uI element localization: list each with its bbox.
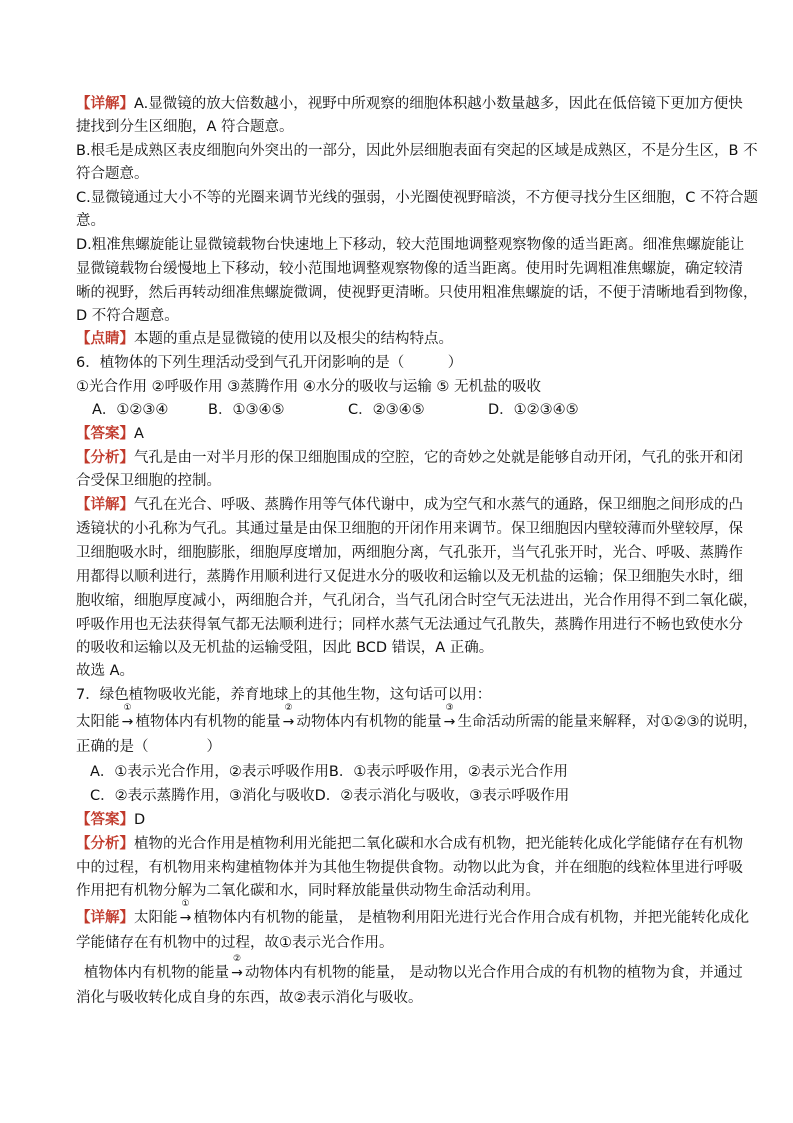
point-tag: 【点睛】 [76, 331, 134, 347]
q6-detail-line-4: 用都得以顺利进行，蒸腾作用顺利进行又促进水分的吸收和运输以及无机盐的运输；保卫细胞失水时，细 [76, 569, 743, 585]
q5-detail-line-5: C.显微镜通过大小不等的光圈来调节光线的强弱，小光圈使视野暗淡，不方便寻找分生区细胞，C 不符合题 [76, 190, 758, 206]
q7-detail-line-1: 【详解】太阳能 ① → 植物体内有机物的能量， 是植物利用阳光进行光合作用合成有机物，并把光能转化成化 [76, 899, 750, 926]
q7-options-row-2 [90, 786, 569, 806]
q5-point-line: 【点睛】本题的重点是显微镜的使用以及根尖的结构特点。 [76, 331, 453, 347]
q5-detail-line-7: D.粗准焦螺旋能让显微镜载物台快速地上下移动，较大范围地调整观察物像的适当距离。细准焦螺旋能让 [76, 237, 745, 253]
q6-answer: A [134, 426, 144, 442]
q5-detail-line-3: B.根毛是成熟区表皮细胞向外突出的一部分，因此外层细胞表面有突起的区域是成熟区，不是分生区，B 不 [76, 143, 758, 159]
q5-detail-line-1: 【详解】A.显微镜的放大倍数越小，视野中所观察的细胞体积越小数量越多，因此在低倍镜下更加方便快 [76, 96, 743, 112]
answer-tag: 【答案】 [76, 812, 134, 828]
q6-detail-line-7: 的吸收和运输以及无机盐的运输受阻，因此 BCD 错误，A 正确。 [76, 640, 494, 656]
q7-energy-chain: 太阳能 ① → 植物体内有机物的能量 ② → 动物体内有机物的能量 ③ → 生命活动所需的能量来解释，对①②③的说明， [76, 703, 758, 730]
detail-tag: 【详解】 [76, 497, 134, 513]
q7-answer-line [76, 810, 145, 830]
answer-tag: 【答案】 [76, 426, 134, 442]
q6-detail-line-3: 卫细胞吸水时，细胞膨胀，细胞厚度增加，两细胞分离，气孔张开，当气孔张开时，光合、呼吸、蒸腾作 [76, 545, 743, 561]
q6-detail-line-1: 【详解】气孔在光合、呼吸、蒸腾作用等气体代谢中，成为空气和水蒸气的通路，保卫细胞之间形成的凸 [76, 497, 743, 513]
q6-option-c: C．②③④⑤ [348, 402, 425, 418]
q7-analysis-line-2: 中的过程，有机物用来构建植物体并为其他生物提供食物。动物以此为食，并在细胞的线粒体里进行呼吸 [76, 860, 743, 876]
q5-detail-line-2: 捷找到分生区细胞，A 符合题意。 [76, 119, 294, 135]
analysis-tag: 【分析】 [76, 450, 134, 466]
detail-tag: 【详解】 [76, 96, 134, 112]
detail-tag: 【详解】 [76, 910, 134, 926]
q6-answer-line [76, 424, 144, 444]
q7-correct-prompt: 正确的是（ ） [76, 739, 221, 755]
q7-stem: 7．绿色植物吸收光能，养育地球上的其他生物，这句话可以用： [76, 687, 492, 703]
q7-analysis-line-3: 作用把有机物分解为二氧化碳和水，同时释放能量供动物生命活动利用。 [76, 883, 540, 899]
arrow-3-icon: ③ → [443, 703, 456, 730]
q6-detail-line-2: 透镜状的小孔称为气孔。其通过量是由保卫细胞的开闭作用来调节。保卫细胞因内壁较薄而外壁较厚，保 [76, 521, 743, 537]
q7-option-b: B．①表示呼吸作用，②表示光合作用 [328, 764, 568, 780]
q7-options-row-1 [90, 762, 568, 782]
q7-analysis-line-1: 【分析】植物的光合作用是植物利用光能把二氧化碳和水合成有机物，把光能转化成化学能储存在有机物 [76, 836, 743, 852]
q6-detail-line-6: 呼吸作用也无法获得氧气都无法顺利进行；同样水蒸气无法通过气孔散失，蒸腾作用进行不畅也致使水分 [76, 617, 743, 633]
arrow-2-icon: ② → [282, 703, 295, 730]
analysis-tag: 【分析】 [76, 836, 134, 852]
q6-option-d: D．①②③④⑤ [488, 402, 579, 418]
q7-option-c: C．②表示蒸腾作用，③消化与吸收 [90, 788, 315, 804]
q7-detail-line-4: 消化与吸收转化成自身的东西，故②表示消化与吸收。 [76, 990, 423, 1006]
q5-detail-line-9: 晰的视野，然后再转动细准焦螺旋微调，使视野更清晰。只使用粗准焦螺旋的话，不便于清晰地看到物像， [76, 285, 758, 301]
q5-detail-line-4: 符合题意。 [76, 166, 149, 182]
q6-stem: 6．植物体的下列生理活动受到气孔开闭影响的是（ ） [76, 355, 463, 371]
q7-detail-line-2: 学能储存在有机物中的过程，故①表示光合作用。 [76, 935, 394, 951]
arrow-2-icon: ② → [231, 954, 243, 981]
q7-option-d: D．②表示消化与吸收，③表示呼吸作用 [314, 788, 570, 804]
q5-detail-line-8: 显微镜载物台缓慢地上下移动，较小范围地调整观察物像的适当距离。使用时先调粗准焦螺旋，确定较清 [76, 261, 743, 277]
q6-analysis-line-2: 合受保卫细胞的控制。 [76, 473, 221, 489]
q6-conclusion: 故选 A。 [76, 663, 135, 679]
arrow-1-icon: ① → [179, 899, 192, 926]
q6-detail-line-5: 胞收缩，细胞厚度减小，两细胞合并，气孔闭合，当气孔闭合时空气无法进出，光合作用得不到二氧化碳， [76, 593, 758, 609]
q5-detail-line-6: 意。 [76, 213, 105, 229]
q7-answer: D [134, 812, 146, 828]
q7-option-a: A．①表示光合作用，②表示呼吸作用 [90, 764, 329, 780]
q5-detail-line-10: D 不符合题意。 [76, 308, 179, 324]
q6-option-a: A．①②③④ [92, 402, 169, 418]
q6-option-b: B．①③④⑤ [208, 402, 285, 418]
q6-options [92, 400, 579, 420]
arrow-1-icon: ① → [121, 703, 134, 730]
q7-detail-line-3: 植物体内有机物的能量 ② → 动物体内有机物的能量， 是动物以光合作用合成的有机物的植物为食，并通过 [84, 954, 743, 981]
q6-analysis-line-1: 【分析】气孔是由一对半月形的保卫细胞围成的空腔，它的奇妙之处就是能够自动开闭，气孔的张开和闭 [76, 450, 743, 466]
q6-items: ①光合作用 ②呼吸作用 ③蒸腾作用 ④水分的吸收与运输 ⑤ 无机盐的吸收 [76, 379, 542, 395]
